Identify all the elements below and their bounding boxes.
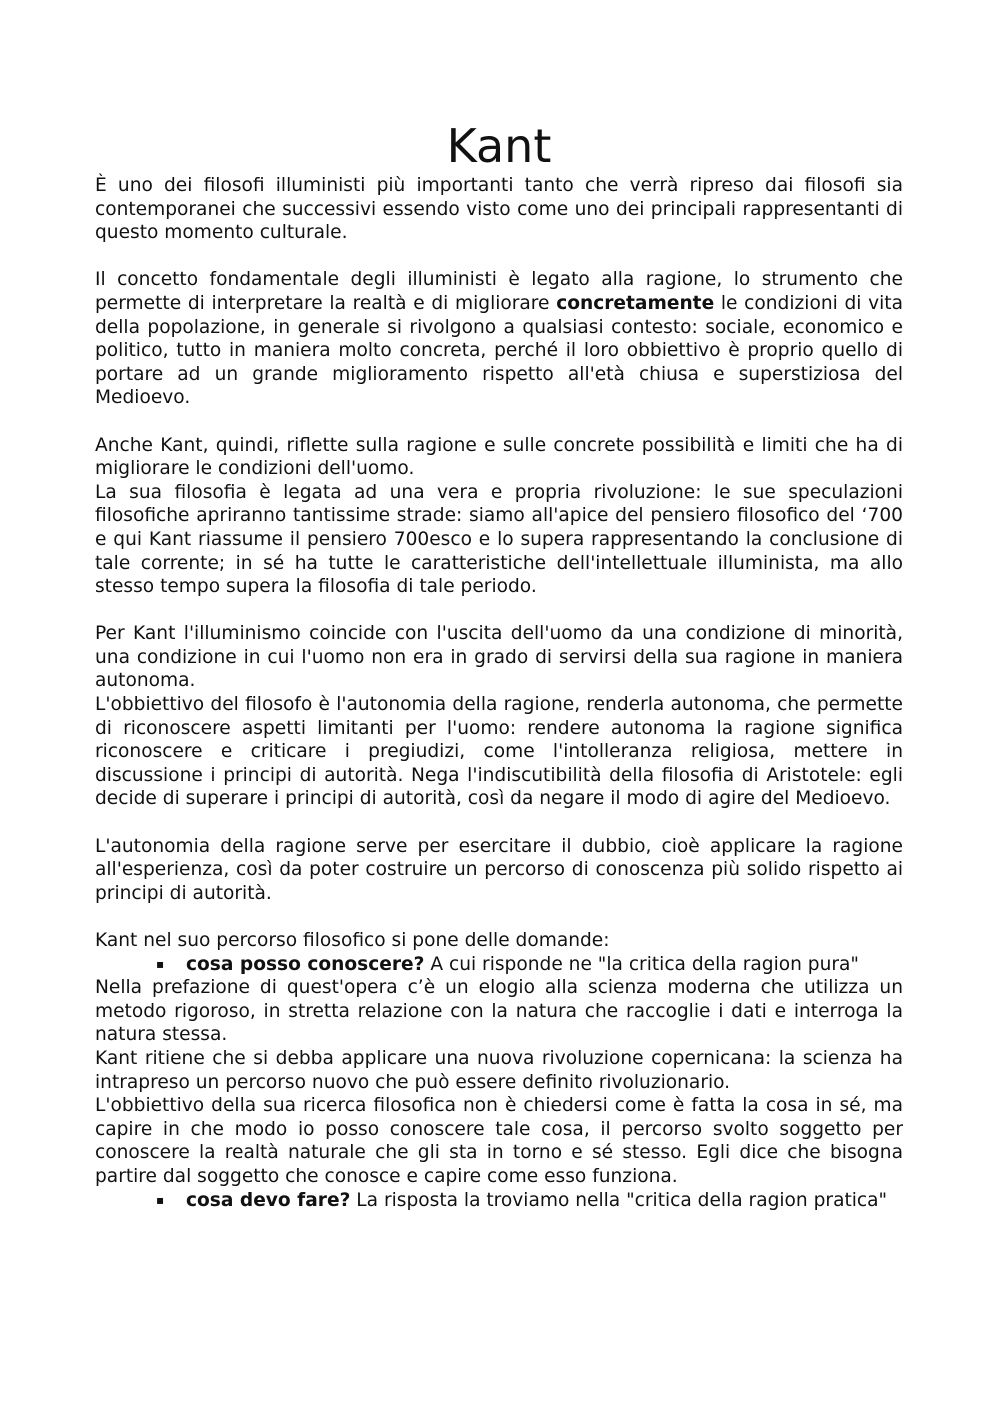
paragraph-objective: L'obbiettivo della sua ricerca filosofica non è chiedersi come è fatta la cosa in sé, ma capire in che modo io posso conoscere tale cosa, il percorso svolto soggetto per conoscere la realtà naturale che gli sta in torno e sé stesso. Egli dice che bisogna partire dal soggetto che conosce e capire come esso funziona.: [95, 1095, 903, 1187]
document-page: [95, 118, 903, 1212]
paragraph-revolution: La sua filosofia è legata ad una vera e propria rivoluzione: le sue speculazioni filosofiche apriranno tantissime strade: siamo all'apice del pensiero filosofico del ‘700 e qui Kant riassume il pensiero 700esco e lo supera rappresentando la conclusione di tale corrente; in sé ha tutte le caratteristiche dell'intellettuale illuminista, ma allo stesso tempo supera la filosofia di tale periodo.: [95, 481, 903, 598]
bullet-square-icon: ▪: [156, 1192, 165, 1207]
list-item-question-1: [95, 953, 903, 977]
list-item-question-2: [95, 1189, 903, 1213]
paragraph-autonomy: L'obbiettivo del filosofo è l'autonomia della ragione, renderla autonoma, che permette di riconoscere aspetti limitanti per l'uomo: rendere autonoma la ragione significa riconoscere e criticare i pregiudizi, come l'intolleranza religiosa, mettere in discussione i principi di autorità. Nega l'indiscutibilità della filosofia di Aristotele: egli decide di superare i principi di autorità, così da negare il modo di agire del Medioevo.: [95, 694, 903, 810]
question-2-bold: cosa devo fare?: [186, 1189, 351, 1211]
question-2-text: La risposta la troviamo nella "critica della ragion pratica": [350, 1189, 888, 1211]
bullet-square-icon: ▪: [156, 956, 165, 971]
paragraph-concept: [95, 268, 903, 410]
paragraph-intro: È uno dei filosofi illuministi più importanti tanto che verrà ripreso dai filosofi sia contemporanei che successivi essendo visto come uno dei principali rappresentanti di questo momento culturale.: [95, 175, 903, 244]
paragraph-concept-text-1: Il concetto fondamentale degli illuministi è legato alla ragione, lo strumento che permette di interpretare la realtà e di migliorare: [95, 269, 903, 314]
paragraph-kant-reason: Anche Kant, quindi, riflette sulla ragione e sulle concrete possibilità e limiti che ha di migliorare le condizioni dell'uomo.: [95, 434, 903, 480]
paragraph-minority: Per Kant l'illuminismo coincide con l'uscita dell'uomo da una condizione di minorità, una condizione in cui l'uomo non era in grado di servirsi della sua ragione in maniera autonoma.: [95, 623, 903, 692]
question-1-text: A cui risponde ne "la critica della ragion pura": [424, 953, 859, 975]
document-title: Kant: [446, 119, 552, 173]
paragraph-copernican: Kant ritiene che si debba applicare una nuova rivoluzione copernicana: la scienza ha intrapreso un percorso nuovo che può essere definito rivoluzionario.: [95, 1047, 903, 1093]
paragraph-concept-text-2: le condizioni di vita della popolazione, in generale si rivolgono a qualsiasi contesto: sociale, economico e politico, tutto in maniera molto concreta, perché il loro obbiettivo è proprio quello di portare ad un grande miglioramento rispetto all'età chiusa e superstiziosa del Medioevo.: [95, 292, 903, 409]
question-1-bold: cosa posso conoscere?: [186, 953, 425, 975]
bold-concretamente: concretamente: [556, 292, 715, 314]
paragraph-preface: Nella prefazione di quest'opera c’è un elogio alla scienza moderna che utilizza un metodo rigoroso, in stretta relazione con la natura che raccoglie i dati e interroga la natura stessa.: [95, 977, 903, 1046]
paragraph-doubt: L'autonomia della ragione serve per esercitare il dubbio, cioè applicare la ragione all'esperienza, così da poter costruire un percorso di conoscenza più solido rispetto ai principi di autorità.: [95, 835, 903, 904]
paragraph-questions: Kant nel suo percorso filosofico si pone delle domande:: [95, 930, 610, 951]
